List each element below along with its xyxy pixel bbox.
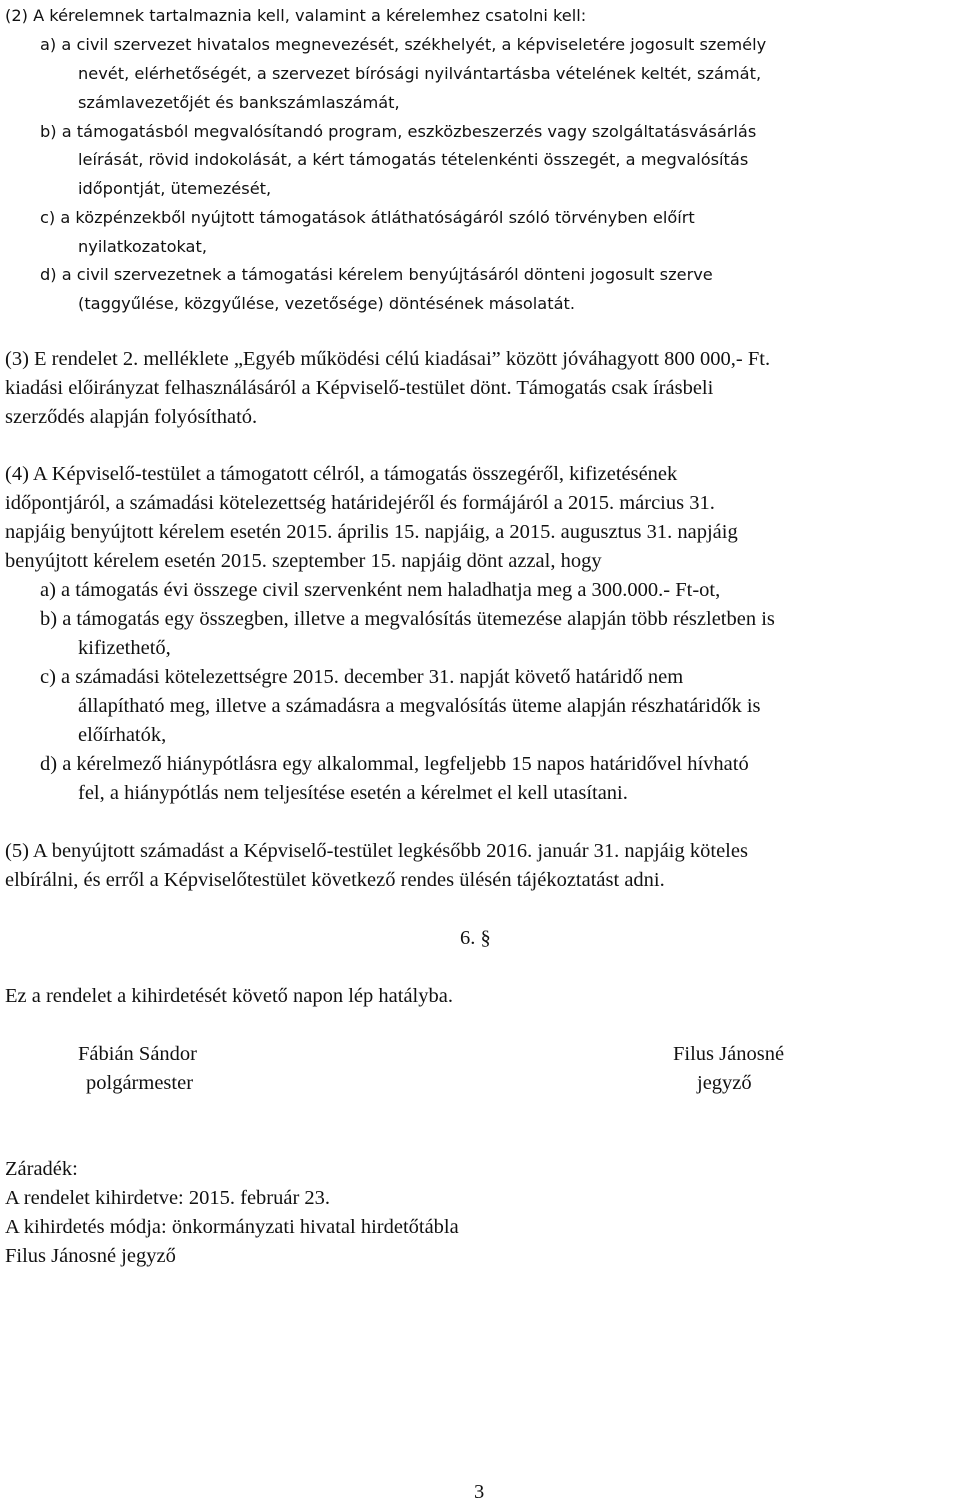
section-5-line-1: (5) A benyújtott számadást a Képviselő-testület legkésőbb 2016. január 31. napjáig köteles (5, 840, 748, 862)
section-2-item-b-line-3: időpontját, ütemezését, (78, 179, 272, 198)
zaradek-line-3: Filus Jánosné jegyző (5, 1245, 176, 1267)
section-4-line-3: napjáig benyújtott kérelem esetén 2015. április 15. napjáig, a 2015. augusztus 31. napjáig (5, 521, 738, 543)
section-3-line-3: szerződés alapján folyósítható. (5, 406, 258, 428)
section-4-item-a-line-1: a) a támogatás évi összege civil szervenként nem haladhatja meg a 300.000.- Ft-ot, (40, 579, 721, 601)
section-4-line-2: időpontjáról, a számadási kötelezettség határidejéről és formájáról a 2015. március 31. (5, 492, 715, 514)
paragraph-6-text: Ez a rendelet a kihirdetését követő napon lép hatályba. (5, 985, 453, 1007)
section-5-line-2: elbírálni, és erről a Képviselőtestület következő rendes ülésén tájékoztatást adni. (5, 869, 665, 891)
section-2-item-b-line-2: leírását, rövid indokolását, a kért támogatás tételenkénti összegét, a megvalósítás (78, 150, 749, 169)
section-4-item-b-line-2: kifizethető, (78, 637, 171, 659)
signature-right-name: Filus Jánosné (673, 1043, 785, 1065)
page-number: 3 (474, 1481, 485, 1503)
signature-left-name: Fábián Sándor (78, 1043, 197, 1065)
signature-right-title: jegyző (697, 1072, 752, 1094)
zaradek-line-1: A rendelet kihirdetve: 2015. február 23. (5, 1187, 331, 1209)
section-2-item-b-line-1: b) a támogatásból megvalósítandó program, eszközbeszerzés vagy szolgáltatásvásárlás (40, 122, 757, 141)
section-4-item-d-line-2: fel, a hiánypótlás nem teljesítése esetén a kérelmet el kell utasítani. (78, 782, 628, 804)
zaradek-line-2: A kihirdetés módja: önkormányzati hivatal hirdetőtábla (5, 1216, 459, 1238)
section-2-item-d-line-1: d) a civil szervezetnek a támogatási kérelem benyújtásáról dönteni jogosult szerve (40, 265, 713, 284)
section-2-item-c-line-1: c) a közpénzekből nyújtott támogatások átláthatóságáról szóló törvényben előírt (40, 208, 695, 227)
section-2-item-a-line-3: számlavezetőjét és bankszámlaszámát, (78, 93, 400, 112)
section-3-line-2: kiadási előirányzat felhasználásáról a Képviselő-testület dönt. Támogatás csak írásbeli (5, 377, 714, 399)
signature-left-title: polgármester (86, 1072, 194, 1094)
section-2-intro: (2) A kérelemnek tartalmaznia kell, valamint a kérelemhez csatolni kell: (5, 6, 587, 25)
section-4-item-b-line-1: b) a támogatás egy összegben, illetve a megvalósítás ütemezése alapján több részletben is (40, 608, 775, 630)
section-4-item-d-line-1: d) a kérelmező hiánypótlásra egy alkalommal, legfeljebb 15 napos határidővel hívható (40, 753, 749, 775)
section-4-item-c-line-1: c) a számadási kötelezettségre 2015. december 31. napját követő határidő nem (40, 666, 684, 688)
section-2-item-a-line-2: nevét, elérhetőségét, a szervezet bírósági nyilvántartásba vételének keltét, számát, (78, 64, 762, 83)
paragraph-6-heading: 6. § (460, 927, 491, 949)
section-4-line-1: (4) A Képviselő-testület a támogatott célról, a támogatás összegéről, kifizetésének (5, 463, 678, 485)
section-2-item-a-line-1: a) a civil szervezet hivatalos megnevezését, székhelyét, a képviseletére jogosult személy (40, 35, 767, 54)
section-4-line-4: benyújtott kérelem esetén 2015. szeptember 15. napjáig dönt azzal, hogy (5, 550, 602, 572)
section-3-line-1: (3) E rendelet 2. melléklete „Egyéb működési célú kiadásai” között jóváhagyott 800 000,- Ft. (5, 348, 771, 370)
section-2-item-c-line-2: nyilatkozatokat, (78, 237, 207, 256)
section-4-item-c-line-3: előírhatók, (78, 724, 167, 746)
section-2-item-d-line-2: (taggyűlése, közgyűlése, vezetősége) döntésének másolatát. (78, 294, 575, 313)
zaradek-label: Záradék: (5, 1158, 78, 1180)
section-4-item-c-line-2: állapítható meg, illetve a számadásra a megvalósítás üteme alapján részhatáridők is (78, 695, 761, 717)
